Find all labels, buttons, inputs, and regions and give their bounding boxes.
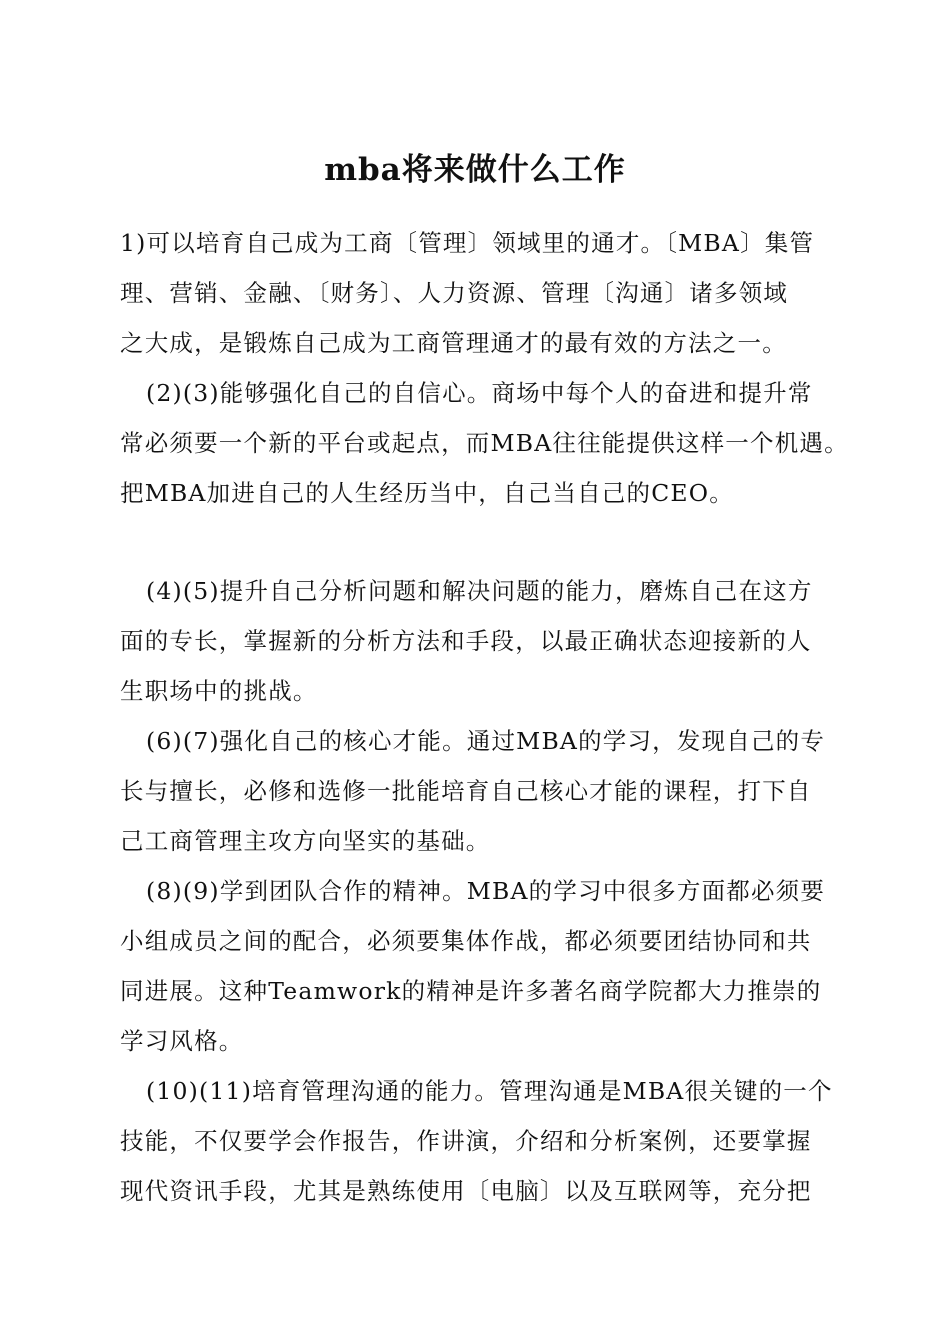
text-line: (6)(7)强化自己的核心才能。通过MBA的学习，发现自己的专 [146,727,826,755]
text-line: (4)(5)提升自己分析问题和解决问题的能力，磨炼自己在这方 [146,577,813,605]
text-line: (10)(11)培育管理沟通的能力。管理沟通是MBA很关键的一个 [146,1077,833,1105]
text-line: 学习风格。 [120,1027,244,1055]
text-line: 长与擅长，必修和选修一批能培育自己核心才能的课程，打下自 [120,777,812,805]
text-line: 常必须要一个新的平台或起点，而MBA往往能提供这样一个机遇。 [120,429,849,457]
text-line: 1)可以培育自己成为工商〔管理〕领域里的通才。〔MBA〕集管 [120,229,815,257]
text-line: 小组成员之间的配合，必须要集体作战，都必须要团结协同和共 [120,927,812,955]
text-line: (2)(3)能够强化自己的自信心。商场中每个人的奋进和提升常 [146,379,813,407]
text-line: 技能，不仅要学会作报告，作讲演，介绍和分析案例，还要掌握 [120,1127,812,1155]
text-line: 现代资讯手段，尤其是熟练使用〔电脑〕以及互联网等，充分把 [120,1177,812,1205]
text-line: 之大成，是锻炼自己成为工商管理通才的最有效的方法之一。 [120,329,787,357]
text-line: 理、营销、金融、〔财务〕、人力资源、管理〔沟通〕诸多领域 [120,279,789,307]
text-line: (8)(9)学到团队合作的精神。MBA的学习中很多方面都必须要 [146,877,826,905]
text-line: 把MBA加进自己的人生经历当中，自己当自己的CEO。 [120,479,734,507]
text-line: 同进展。这种Teamwork的精神是许多著名商学院都大力推崇的 [120,977,822,1005]
text-line: 生职场中的挑战。 [120,677,318,705]
document-title: mba将来做什么工作 [324,152,626,188]
text-line: 面的专长，掌握新的分析方法和手段，以最正确状态迎接新的人 [120,627,812,655]
text-line: 己工商管理主攻方向坚实的基础。 [120,827,491,855]
